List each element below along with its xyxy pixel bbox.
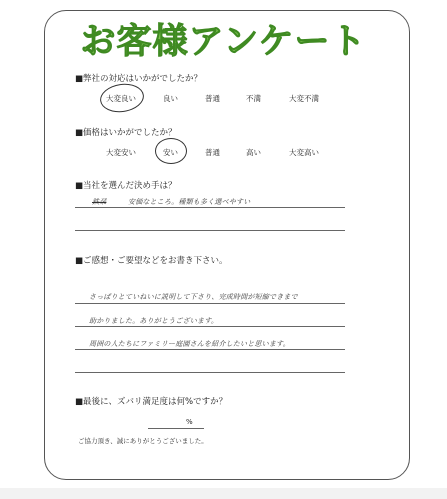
selection-circle-price xyxy=(155,138,187,164)
footer-thanks: ご協力頂き、誠にありがとうございました。 xyxy=(78,437,208,445)
question-comments: ■ご感想・ご要望などをお書き下さい。 xyxy=(75,256,228,266)
answer-line xyxy=(75,326,345,327)
percent-sign: % xyxy=(186,418,193,426)
handwritten-comment-line: 周囲の人たちにファミリー庭園さんを紹介したいと思います。 xyxy=(89,340,290,348)
option-service-very-good: 大変良い xyxy=(106,94,136,103)
option-price-expensive: 高い xyxy=(246,148,261,157)
percent-line xyxy=(148,428,204,429)
answer-line xyxy=(75,372,345,373)
option-price-normal: 普通 xyxy=(205,148,220,157)
option-service-good: 良い xyxy=(163,94,178,103)
question-price: ■価格はいかがでしたか？ xyxy=(75,128,177,138)
question-reason: ■当社を選んだ決め手は？ xyxy=(75,181,177,191)
answer-line xyxy=(75,230,345,231)
handwritten-comment-line: さっぱりとていねいに説明して下さり、完成時間が短縮できまで xyxy=(89,293,298,301)
handwritten-crossed-out: 鉄栞 xyxy=(92,198,107,206)
answer-line xyxy=(75,303,345,304)
question-satisfaction: ■最後に、ズバリ満足度は何%ですか？ xyxy=(75,397,228,407)
question-service: ■弊社の対応はいかがでしたか？ xyxy=(75,74,203,84)
option-price-very-cheap: 大変安い xyxy=(106,148,136,157)
page-bottom-shadow xyxy=(0,488,447,499)
option-price-very-expensive: 大変高い xyxy=(289,148,319,157)
survey-title: お客様アンケート xyxy=(80,22,367,62)
option-service-very-dissatisfied: 大変不満 xyxy=(289,94,319,103)
option-service-dissatisfied: 不満 xyxy=(246,94,261,103)
option-price-cheap: 安い xyxy=(163,148,178,157)
option-service-normal: 普通 xyxy=(205,94,220,103)
answer-line xyxy=(75,349,345,350)
handwritten-reason: 安価なところ。種類も多く選べやすい xyxy=(128,198,251,206)
handwritten-comment-line: 助かりました。ありがとうございます。 xyxy=(89,317,219,325)
answer-line xyxy=(75,207,345,208)
